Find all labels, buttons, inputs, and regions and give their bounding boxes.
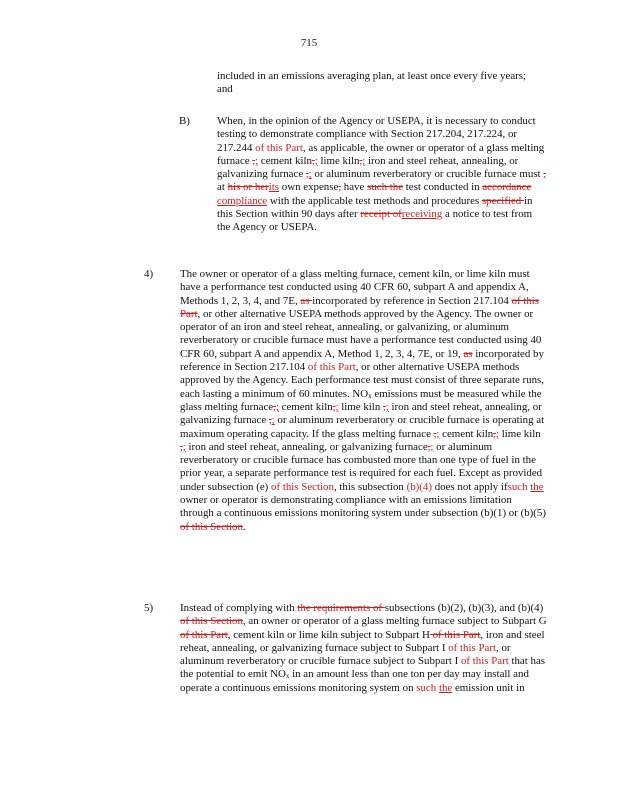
inserted-text: ;	[255, 154, 259, 167]
inserted-text: its	[268, 181, 280, 194]
revised-text: of this Part	[448, 641, 497, 654]
page-number: 715	[300, 37, 318, 49]
inserted-text: ;	[271, 414, 275, 427]
text-run: have	[341, 181, 368, 194]
text-run: , or other alternative USEPA methods approved by the Agency. Each performance test must consist of three separate runs, each lasting a minimum of 60 minutes. NO	[180, 361, 545, 400]
paragraph-b	[217, 115, 547, 235]
text-run: lime kiln	[317, 154, 360, 167]
deleted-text: ,	[311, 154, 315, 167]
text-run: incorporated by reference in Section 217.104	[312, 294, 512, 307]
inserted-text: receiving	[401, 208, 443, 221]
deleted-text: ,	[332, 400, 336, 413]
inserted-text: the	[438, 681, 453, 694]
deleted-text: ,	[383, 400, 386, 413]
text-run: that has the potential to emit NO	[180, 655, 546, 681]
text-run: The owner or operator of a glass melting furnace, cement kiln, or lime kiln must have a performance test conducted using 40 CFR 60, subpart A and appendix A, Methods 1, 2, 3, 4, and 7E,	[180, 268, 530, 307]
revised-text: of this Part	[255, 141, 303, 154]
revised-text: of this Part	[460, 655, 509, 668]
paragraph-continuation	[217, 70, 537, 97]
deleted-text: ,	[338, 181, 342, 194]
subscript-text: x	[368, 391, 372, 400]
text-run: test conducted in	[403, 181, 483, 194]
deleted-text: as	[463, 347, 473, 360]
text-run: .	[242, 520, 246, 533]
text-run: cement kiln	[439, 427, 494, 440]
text-run: subsections (b)(2), (b)(3), and (b)(4)	[384, 602, 544, 614]
text-run: emissions must be measured while the glass melting furnace	[180, 387, 542, 413]
inserted-text: ;	[495, 427, 499, 440]
inserted-text: ;	[436, 427, 440, 440]
text-run: , iron and steel reheat, annealing, or galvanizing furnace subject to Subpart I	[180, 628, 545, 654]
text-run: does not apply if	[431, 480, 508, 493]
text-run: lime kiln	[338, 400, 383, 413]
inserted-text: ;	[275, 400, 279, 413]
text-run: included in an emissions averaging plan, at least once every five years; and	[217, 70, 527, 96]
deleted-text: of this Part	[180, 294, 540, 320]
deleted-text: ,	[252, 154, 256, 167]
deleted-text: his or her	[227, 181, 269, 194]
inserted-text: ;	[308, 168, 312, 181]
deleted-text: of this Part	[429, 628, 481, 641]
paragraph-5	[180, 602, 547, 695]
text-run: in an amount less than one ton per day may install and operate a continuous emissions monitoring system on	[180, 668, 529, 694]
revised-text: such	[416, 681, 439, 694]
deleted-text: accordance	[482, 181, 532, 194]
deleted-text: ,	[543, 168, 547, 181]
deleted-text: the requirements of	[297, 602, 385, 614]
text-run: iron and steel reheat, annealing, or galvanizing furnace	[217, 154, 519, 181]
deleted-text: of this Section	[180, 520, 243, 533]
text-run: with the applicable test methods and procedures	[267, 194, 482, 207]
text-run: , or aluminum reverberatory or crucible furnace subject to Subpart I	[180, 641, 511, 668]
item-label-5: 5)	[144, 602, 154, 614]
revised-text: (b)(4)	[406, 480, 432, 493]
deleted-text: ,	[433, 427, 437, 440]
text-run: iron and steel reheat, annealing, or galvanizing furnace	[185, 440, 428, 453]
deleted-text: of this Section	[180, 615, 243, 628]
inserted-text: compliance	[217, 194, 268, 207]
item-label-4: 4)	[144, 268, 154, 280]
revised-text: of this Part	[307, 361, 356, 374]
deleted-text: ,	[180, 440, 183, 453]
subscript-text: x	[285, 672, 290, 681]
inserted-text: ;	[182, 440, 186, 453]
revised-text: such	[507, 480, 531, 493]
inserted-text: ;	[314, 154, 318, 167]
paragraph-4	[180, 268, 547, 534]
deleted-text: as	[300, 294, 313, 307]
text-run: cement kiln	[258, 154, 312, 167]
text-run: in this Section within 90 days after	[217, 194, 533, 221]
inserted-text: ;	[335, 400, 339, 413]
text-run: , as applicable, the owner or operator of a glass melting furnace	[217, 141, 545, 167]
text-run: , cement kiln or lime kiln subject to Subpart H	[227, 628, 430, 641]
deleted-text: specified	[481, 194, 524, 207]
text-run: , or other alternative USEPA methods approved by the Agency. The owner or operator of an iron and steel reheat, annealing, or galvanizing, or aluminum reverberatory or crucible furnace must have a performance test conducted using 40 CFR 60, subpart A and appendix A, Method 1, 2, 3, 4, 7E, or 19,	[180, 307, 542, 360]
text-run: owner or operator is demonstrating compliance with an emissions limitation through a continuous emissions monitoring system under subsection (b)(1) or (b)(5)	[180, 494, 546, 520]
text-run: , an owner or operator of a glass melting furnace subject to Subpart G	[242, 615, 547, 628]
text-run: iron and steel reheat, annealing, or galvanizing furnace	[180, 400, 542, 427]
deleted-text: ,	[268, 414, 272, 427]
deleted-text: of this Part	[180, 628, 228, 641]
deleted-text: ,	[359, 154, 363, 167]
text-run: at	[217, 181, 228, 194]
text-run: or aluminum reverberatory or crucible furnace is operating at maximum operating capacity. If the glass melting furnace	[180, 414, 545, 440]
text-run: incorporated by reference in Section 217.104	[180, 347, 544, 374]
inserted-text: ;	[385, 400, 389, 413]
text-run: or aluminum reverberatory or crucible furnace must	[311, 168, 544, 181]
text-run: lime kiln	[499, 427, 541, 440]
deleted-text: ,	[273, 400, 276, 413]
text-run: a notice to test from the Agency or USEPA.	[217, 208, 533, 234]
deleted-text: such the	[367, 181, 404, 194]
text-run: own expense	[279, 181, 339, 194]
deleted-text: ,	[305, 168, 309, 181]
inserted-text: ;	[430, 440, 434, 453]
text-run: emission unit in	[452, 681, 525, 694]
deleted-text: ,	[493, 427, 496, 440]
text-run: Instead of complying with	[180, 602, 298, 614]
text-run: , this subsection	[333, 480, 407, 493]
inserted-text: ;	[362, 154, 366, 167]
text-run: cement kiln	[278, 400, 333, 413]
text-run: or aluminum reverberatory or crucible furnace has combusted more than one type of fuel in the prior year, a separate performance test is required for each fuel. Except as provided under subsection (e)	[180, 440, 543, 493]
deleted-text: ,	[427, 440, 431, 453]
deleted-text: receipt of	[360, 208, 402, 221]
inserted-text: the	[530, 480, 544, 493]
item-label-b: B)	[179, 115, 190, 127]
revised-text: of this Section	[271, 480, 334, 493]
text-run: When, in the opinion of the Agency or USEPA, it is necessary to conduct testing to demonstrate compliance with Section 217.204, 217.224, or 217.244	[217, 115, 536, 154]
